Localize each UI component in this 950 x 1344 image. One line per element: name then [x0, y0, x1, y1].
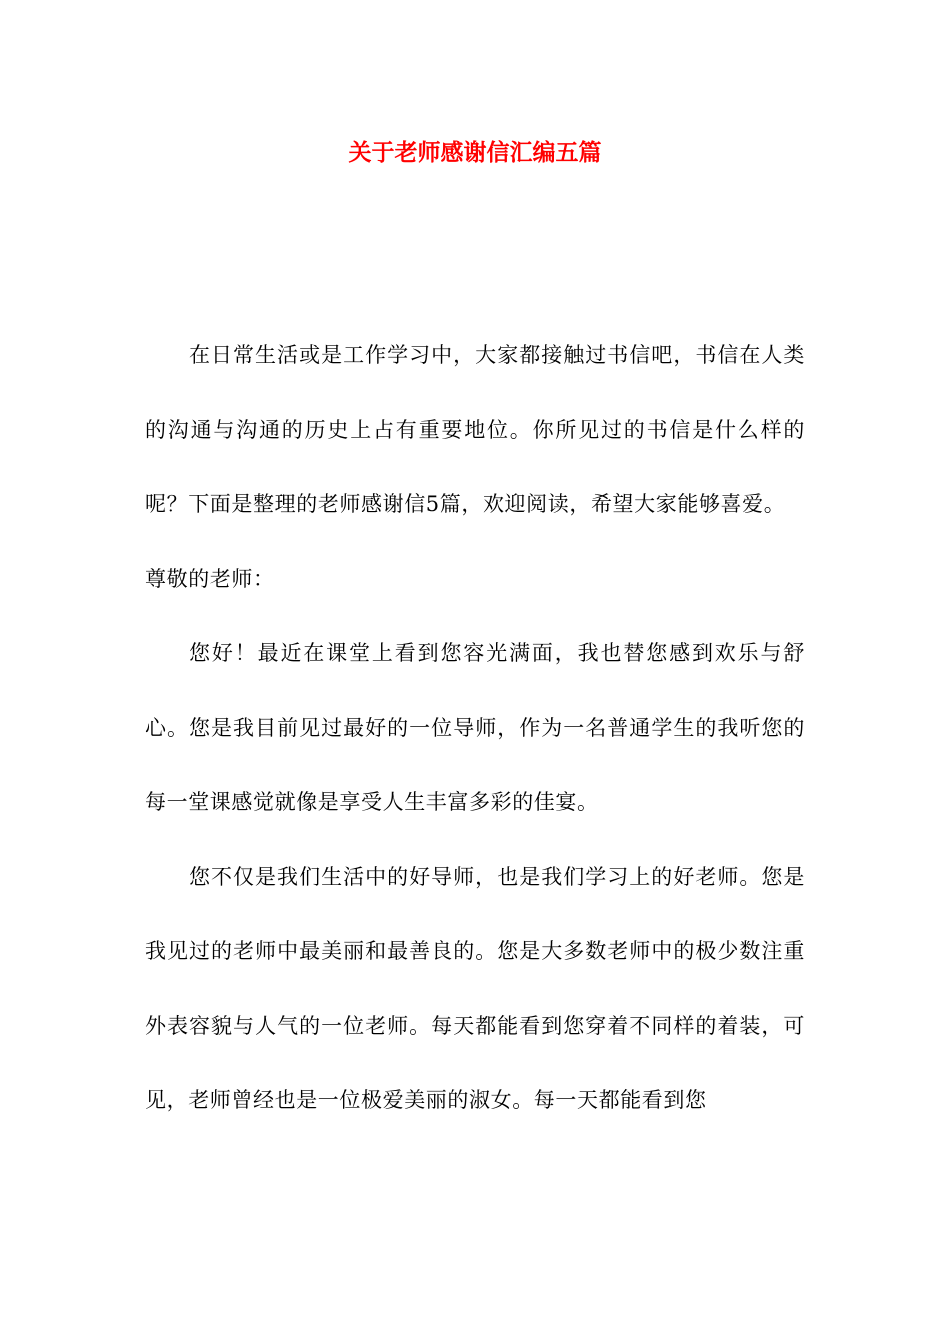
letter-paragraph-1: 您好！最近在课堂上看到您容光满面，我也替您感到欢乐与舒心。您是我目前见过最好的一位导师，作为一名普通学生的我听您的每一堂课感觉就像是享受人生丰富多彩的佳宴。	[145, 641, 805, 814]
intro-paragraph: 在日常生活或是工作学习中，大家都接触过书信吧，书信在人类的沟通与沟通的历史上占有重要地位。你所见过的书信是什么样的呢？下面是整理的老师感谢信5篇，欢迎阅读，希望大家能够喜爱。	[145, 343, 805, 516]
document-body	[145, 318, 805, 1138]
document-title: 关于老师感谢信汇编五篇	[348, 140, 602, 166]
letter-paragraph-2: 您不仅是我们生活中的好导师，也是我们学习上的好老师。您是我见过的老师中最美丽和最善良的。您是大多数老师中的极少数注重外表容貌与人气的一位老师。每天都能看到您穿着不同样的着装，可见，老师曾经也是一位极爱美丽的淑女。每一天都能看到您	[145, 864, 805, 1112]
salutation: 尊敬的老师：	[145, 566, 275, 591]
